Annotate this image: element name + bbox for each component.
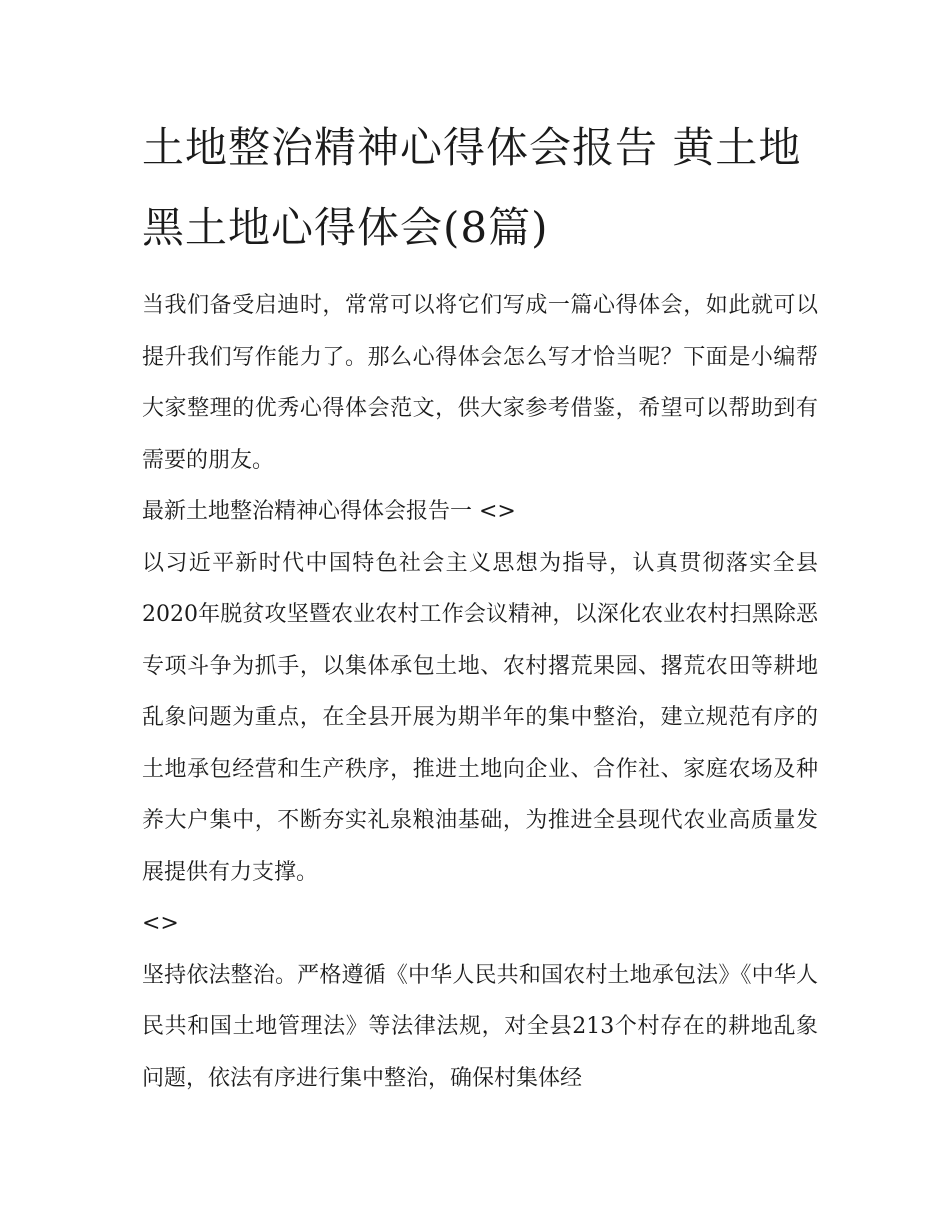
intro-paragraph: 当我们备受启迪时，常常可以将它们写成一篇心得体会，如此就可以提升我们写作能力了。那么心得体会怎么写才恰当呢？下面是小编帮大家整理的优秀心得体会范文，供大家参考借鉴，希望可以帮助到有需要的朋友。 [142,293,818,473]
placeholder-marker: <> [142,911,179,936]
guiding-principle-paragraph: 以习近平新时代中国特色社会主义思想为指导，认真贯彻落实全县2020年脱贫攻坚暨农业农村工作会议精神，以深化农业农村扫黑除恶专项斗争为抓手，以集体承包土地、农村撂荒果园、撂荒农田等耕地乱象问题为重点，在全县开展为期半年的集中整治，建立规范有序的土地承包经营和生产秩序，推进土地向企业、合作社、家庭农场及种养大户集中，不断夯实礼泉粮油基础，为推进全县现代农业高质量发展提供有力支撑。 [142,550,818,885]
legal-rectification-paragraph: 坚持依法整治。严格遵循《中华人民共和国农村土地承包法》《中华人民共和国土地管理法》等法律法规，对全县213个村存在的耕地乱象问题，依法有序进行集中整治，确保村集体经 [142,962,818,1091]
document-title: 土地整治精神心得体会报告 黄土地黑土地心得体会(8篇) [142,123,802,252]
section-heading: 最新土地整治精神心得体会报告一 <> [142,499,516,524]
document-page [142,108,818,1104]
